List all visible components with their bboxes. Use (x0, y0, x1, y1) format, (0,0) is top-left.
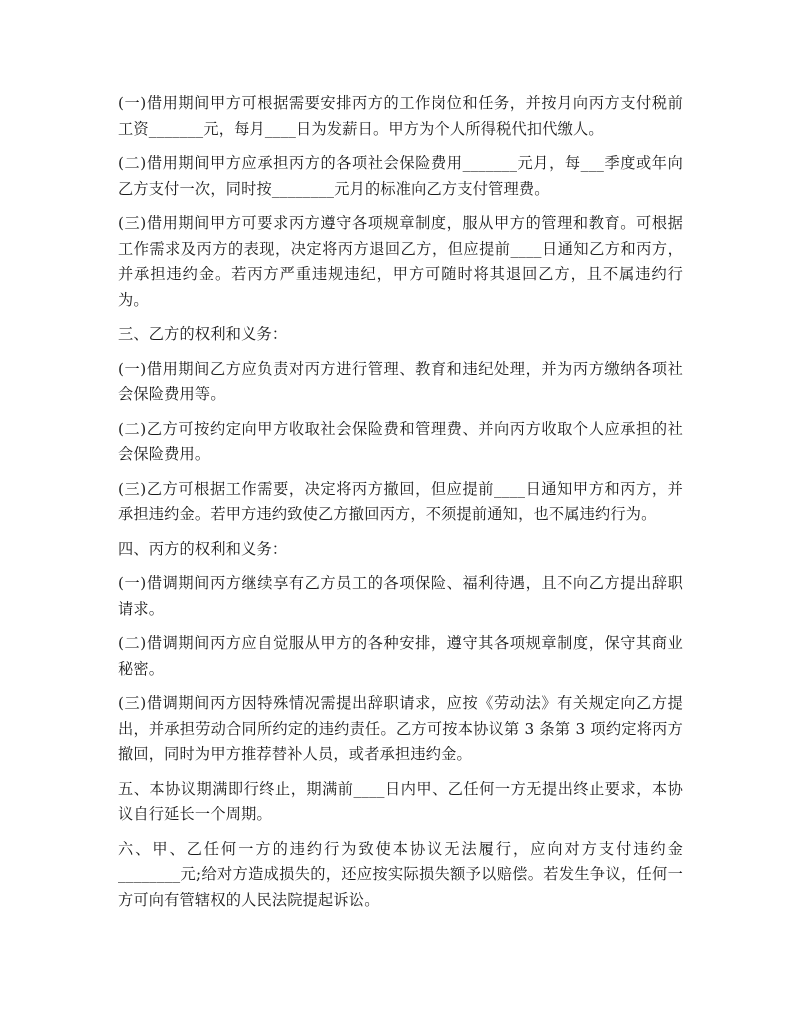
clause-3-2: (二)乙方可按约定向甲方收取社会保险费和管理费、并向丙方收取个人应承担的社会保险费用。 (118, 419, 683, 463)
clause-1-3: (三)借用期间甲方可要求丙方遵守各项规章制度，服从甲方的管理和教育。可根据工作需求及丙方的表现，决定将丙方退回乙方，但应提前____日通知乙方和丙方，并承担违约金。若丙方严重违规违纪，甲方可随时将其退回乙方，且不属违约行为。 (118, 214, 683, 309)
clause-4-1: (一)借调期间丙方继续享有乙方员工的各项保险、福利待遇，且不向乙方提出辞职请求。 (118, 574, 683, 618)
clause-3-3: (三)乙方可根据工作需要，决定将丙方撤回，但应提前____日通知甲方和丙方，并承担违约金。若甲方违约致使乙方撤回丙方，不须提前通知，也不属违约行为。 (118, 479, 683, 523)
section-6: 六、甲、乙任何一方的违约行为致使本协议无法履行，应向对方支付违约金________元;给对方造成损失的，还应按实际损失额予以赔偿。若发生争议，任何一方可向有管辖权的人民法院提起诉讼。 (118, 839, 683, 909)
section-5: 五、本协议期满即行终止，期满前____日内甲、乙任何一方无提出终止要求，本协议自行延长一个周期。 (118, 779, 683, 823)
clause-3-1: (一)借用期间乙方应负责对丙方进行管理、教育和违纪处理，并为丙方缴纳各项社会保险费用等。 (118, 359, 683, 403)
clause-4-3: (三)借调期间丙方因特殊情况需提出辞职请求，应按《劳动法》有关规定向乙方提出，并承担劳动合同所约定的违约责任。乙方可按本协议第 3 条第 3 项约定将丙方撤回，同时为甲方推荐替补人员，或者承担违约金。 (118, 694, 683, 763)
section-heading-3: 三、乙方的权利和义务： (118, 325, 288, 343)
clause-1-1: (一)借用期间甲方可根据需要安排丙方的工作岗位和任务，并按月向丙方支付税前工资_______元，每月____日为发薪日。甲方为个人所得税代扣代缴人。 (118, 94, 683, 138)
section-heading-4: 四、丙方的权利和义务： (118, 539, 288, 558)
document-page (118, 91, 683, 922)
clause-1-2: (二)借用期间甲方应承担丙方的各项社会保险费用_______元月，每___季度或年向乙方支付一次，同时按________元月的标准向乙方支付管理费。 (118, 154, 683, 198)
clause-4-2: (二)借调期间丙方应自觉服从甲方的各种安排，遵守其各项规章制度，保守其商业秘密。 (118, 634, 683, 678)
